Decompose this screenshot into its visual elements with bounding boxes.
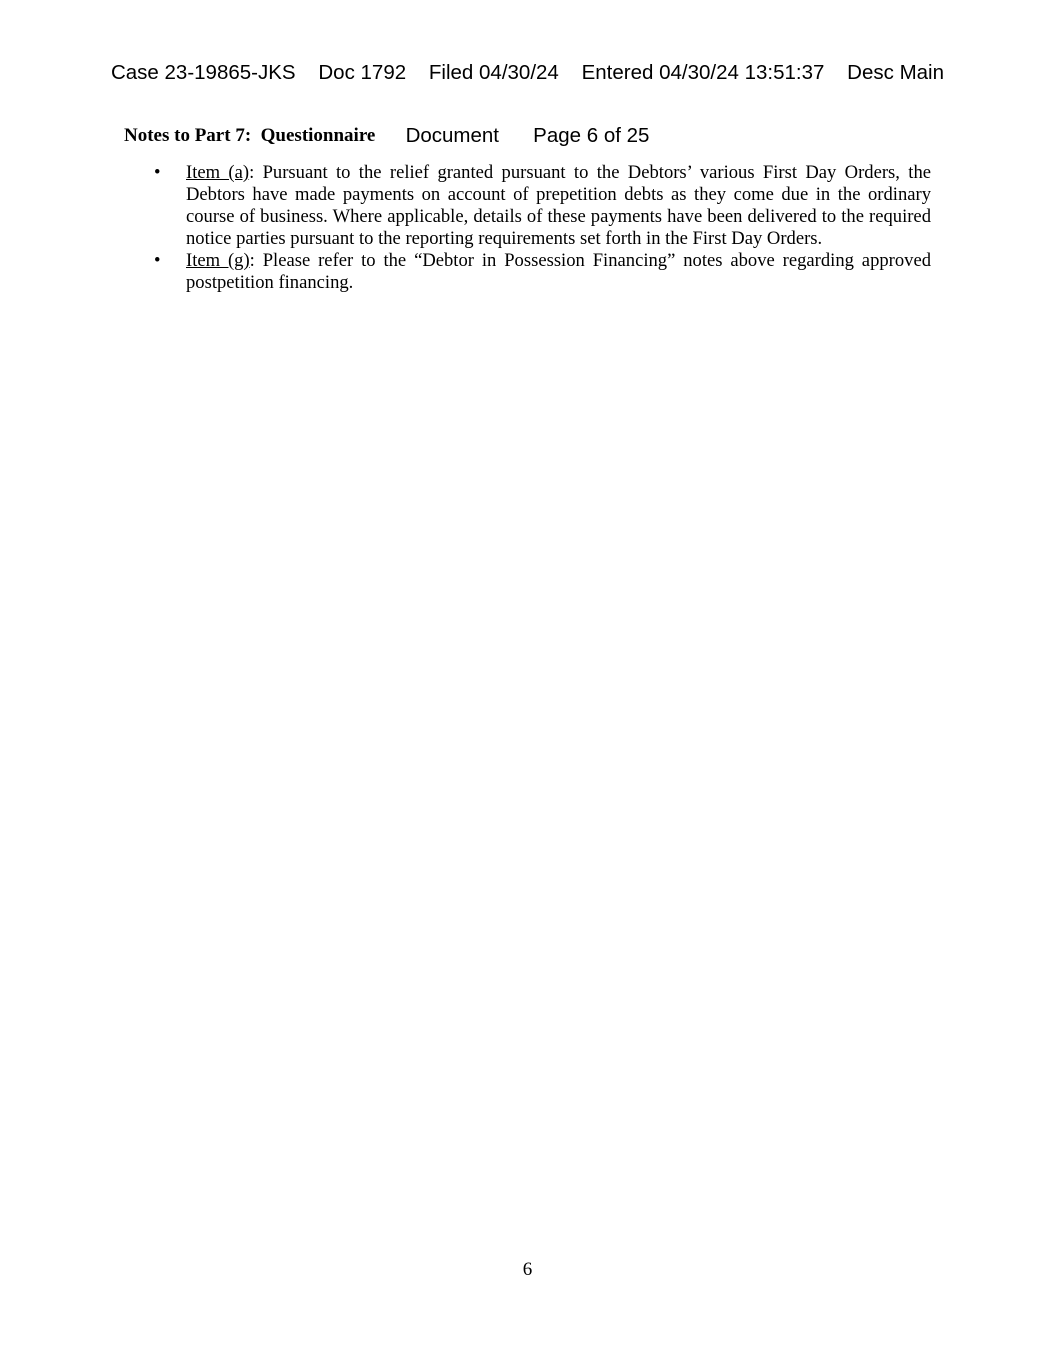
item-label: Item (g)	[186, 250, 250, 271]
item-text: : Please refer to the “Debtor in Possession Financing” notes above regarding approved postpetition financing.	[186, 250, 931, 293]
item-text: : Pursuant to the relief granted pursuant to the Debtors’ various First Day Orders, the Debtors have made payments on account of prepetition debts as they come due in the ordinary course of business. Where applicable, details of these payments have been delivered to the required notice parties pursuant to the reporting requirements set forth in the First Day Orders.	[186, 162, 931, 249]
page-number: 6	[522, 1259, 533, 1280]
list-item	[124, 250, 931, 294]
bullet-icon: •	[154, 162, 161, 183]
list-item	[124, 162, 931, 250]
section-heading: Notes to Part 7: Questionnaire	[124, 125, 376, 146]
item-label: Item (a)	[186, 162, 250, 183]
stamp-line-case-info: Case 23-19865-JKS Doc 1792 Filed 04/30/24 Entered 04/30/24 13:51:37 Desc Main	[110, 61, 945, 84]
notes-list	[124, 162, 931, 294]
bullet-icon: •	[154, 250, 161, 271]
stamp-line-page-info: Document Page 6 of 25	[405, 124, 650, 147]
